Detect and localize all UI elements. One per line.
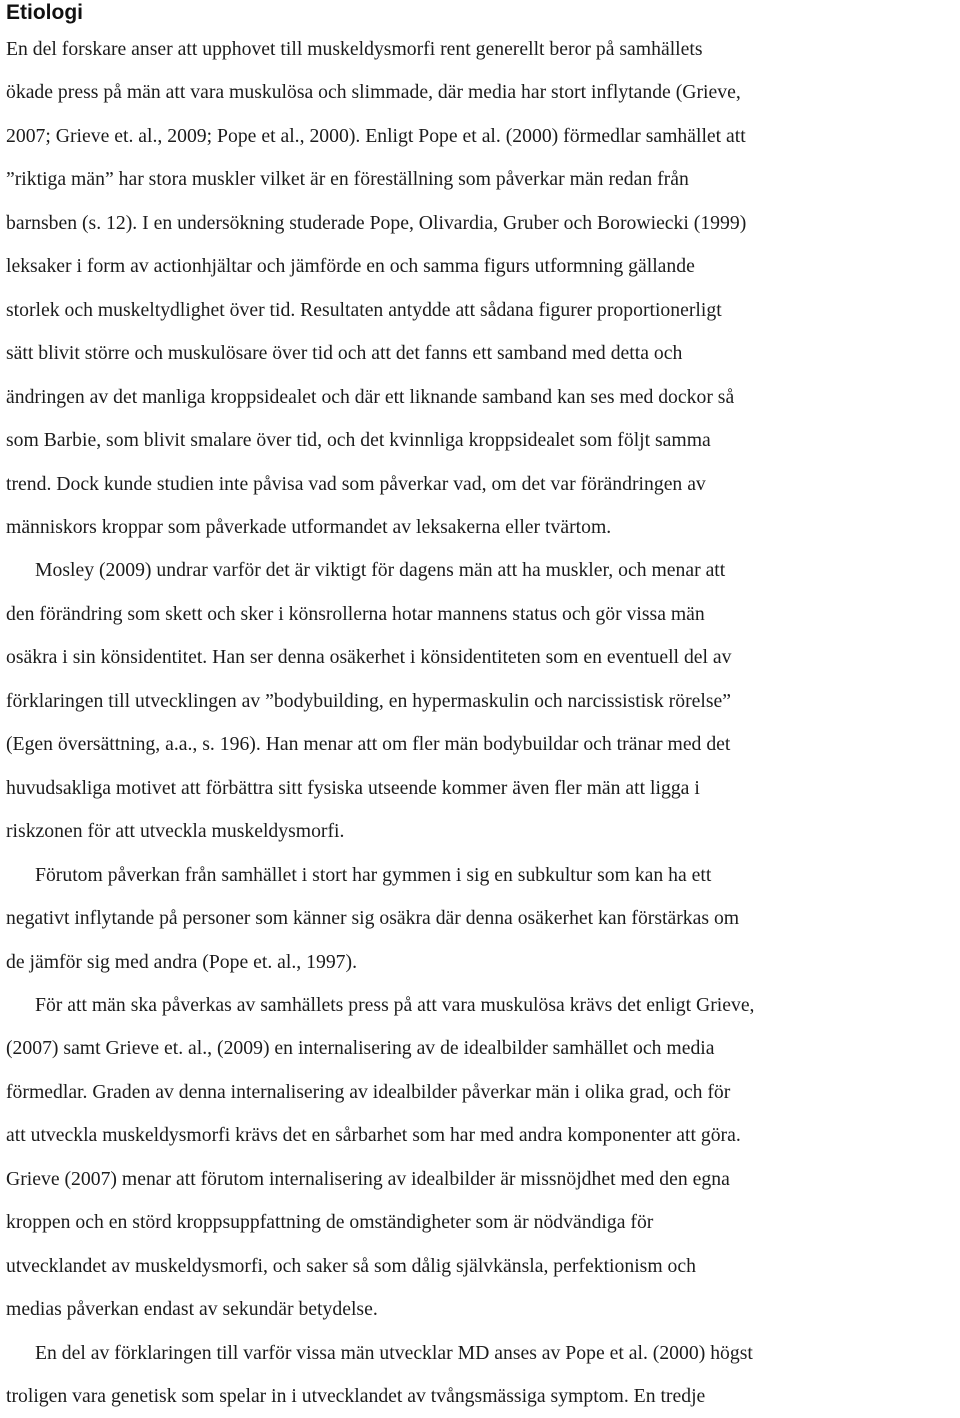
text-line: förmedlar. Graden av denna internalisering av idealbilder påverkar män i olika grad, och för: [6, 1080, 731, 1103]
paragraph-4: [6, 984, 956, 1332]
text-line: leksaker i form av actionhjältar och jämförde en och samma figurs utformning gällande: [6, 255, 695, 278]
paragraph-1: [6, 28, 956, 549]
text-line: riskzonen för att utveckla muskeldysmorfi.: [6, 820, 345, 843]
text-line: utvecklandet av muskeldysmorfi, och saker så som dålig självkänsla, perfektionism och: [6, 1254, 696, 1277]
paragraph-2: [6, 549, 956, 853]
text-line: negativt inflytande på personer som känner sig osäkra där denna osäkerhet kan förstärkas om: [6, 907, 740, 930]
text-line: (2007) samt Grieve et. al., (2009) en internalisering av de idealbilder samhället och media: [6, 1037, 715, 1060]
text-line: storlek och muskeltydlighet över tid. Resultaten antydde att sådana figurer proportionerligt: [6, 298, 722, 321]
text-line: sätt blivit större och muskulösare över tid och att det fanns ett samband med detta och: [6, 342, 683, 365]
text-line: troligen vara genetisk som spelar in i utvecklandet av tvångsmässiga symptom. En tredje: [6, 1385, 706, 1408]
text-line: barnsben (s. 12). I en undersökning studerade Pope, Olivardia, Gruber och Borowiecki (1999): [6, 211, 747, 234]
text-line: Grieve (2007) menar att förutom internalisering av idealbilder är missnöjdhet med den egna: [6, 1167, 730, 1190]
text-line: människors kroppar som påverkade utformandet av leksakerna eller tvärtom.: [6, 515, 612, 538]
text-line: som Barbie, som blivit smalare över tid, och det kvinnliga kroppsidealet som följt samma: [6, 429, 711, 452]
text-line: osäkra i sin könsidentitet. Han ser denna osäkerhet i könsidentiteten som en eventuell del av: [6, 646, 732, 669]
text-line: de jämför sig med andra (Pope et. al., 1997).: [6, 950, 357, 973]
body-text: [6, 28, 956, 1418]
text-line: medias påverkan endast av sekundär betydelse.: [6, 1298, 378, 1321]
paragraph-3: [6, 854, 956, 984]
text-line: En del forskare anser att upphovet till muskeldysmorfi rent generellt beror på samhällets: [6, 38, 703, 60]
text-line: Mosley (2009) undrar varför det är viktigt för dagens män att ha muskler, och menar att: [35, 559, 726, 582]
text-line: En del av förklaringen till varför vissa män utvecklar MD anses av Pope et al. (2000) högst: [35, 1341, 753, 1364]
text-line: (Egen översättning, a.a., s. 196). Han menar att om fler män bodybuildar och tränar med det: [6, 733, 731, 756]
text-line: kroppen och en störd kroppsuppfattning de omständigheter som är nödvändiga för: [6, 1211, 654, 1234]
text-line: Förutom påverkan från samhället i stort har gymmen i sig en subkultur som kan ha ett: [35, 863, 712, 886]
section-heading: Etiologi: [6, 1, 83, 24]
text-line: huvudsakliga motivet att förbättra sitt fysiska utseende kommer även fler män att ligga i: [6, 776, 700, 799]
text-line: För att män ska påverkas av samhällets press på att vara muskulösa krävs det enligt Grieve,: [35, 993, 755, 1016]
text-line: ändringen av det manliga kroppsidealet och där ett liknande samband kan ses med dockor så: [6, 385, 735, 408]
text-line: förklaringen till utvecklingen av ”bodybuilding, en hypermaskulin och narcissistisk rörelse”: [6, 689, 731, 712]
text-line: den förändring som skett och sker i könsrollerna hotar mannens status och gör vissa män: [6, 602, 705, 625]
text-line: ”riktiga män” har stora muskler vilket är en föreställning som påverkar män redan från: [6, 168, 689, 191]
paragraph-5: [6, 1332, 956, 1418]
text-line: trend. Dock kunde studien inte påvisa vad som påverkar vad, om det var förändringen av: [6, 472, 706, 495]
text-line: 2007; Grieve et. al., 2009; Pope et al., 2000). Enligt Pope et al. (2000) förmedlar samhället att: [6, 124, 746, 147]
text-line: ökade press på män att vara muskulösa och slimmade, där media har stort inflytande (Grieve,: [6, 81, 741, 104]
text-line: att utveckla muskeldysmorfi krävs det en sårbarhet som har med andra komponenter att göra.: [6, 1124, 741, 1147]
